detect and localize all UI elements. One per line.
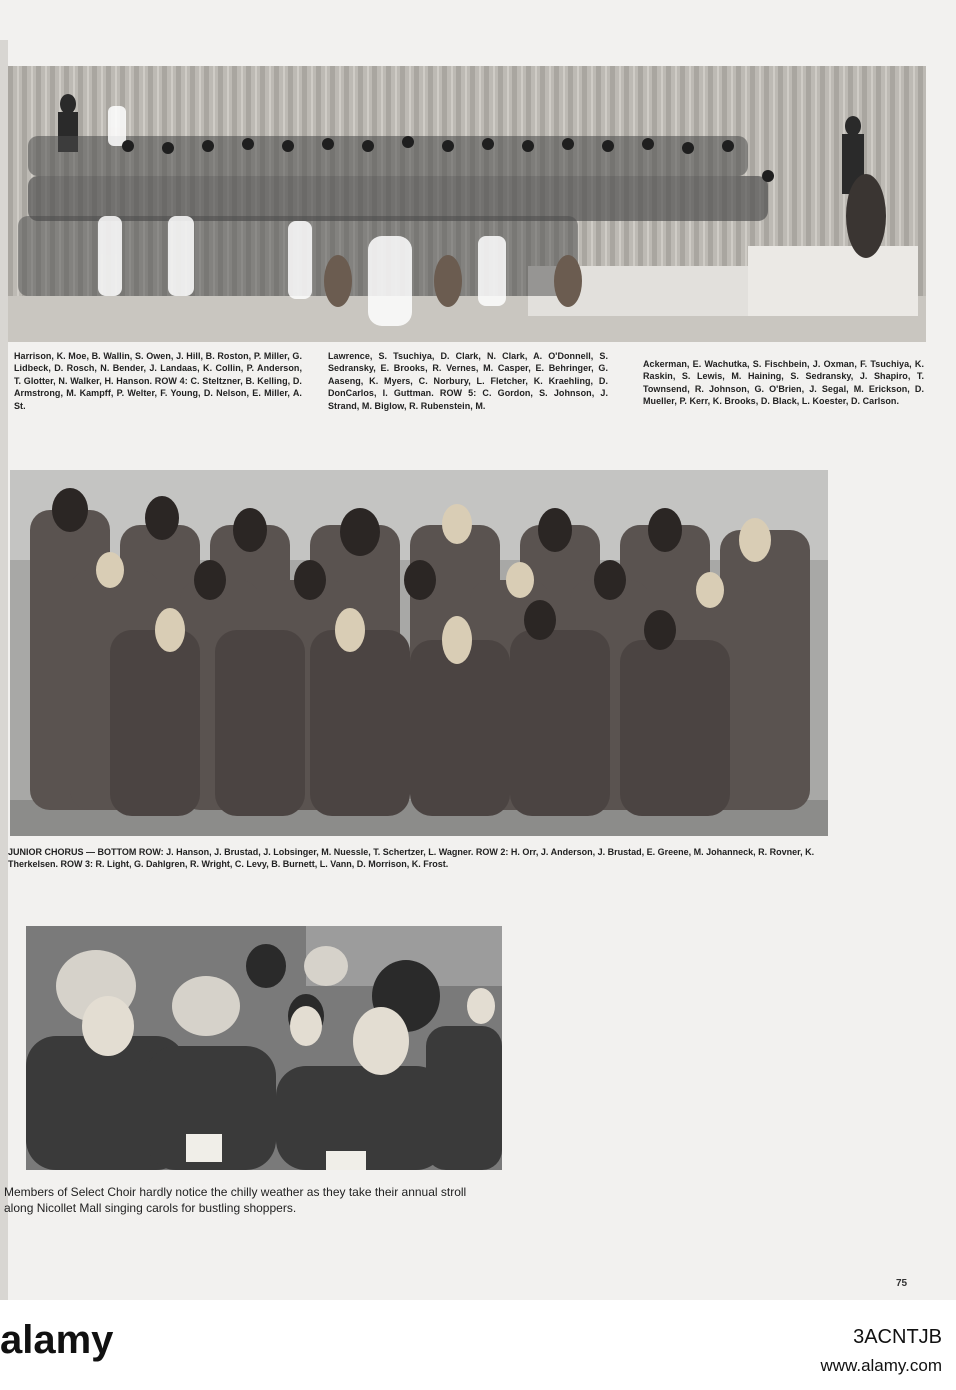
watermark-logo: alamy <box>0 1318 114 1362</box>
page-number: 75 <box>896 1278 908 1289</box>
junior-chorus-caption: JUNIOR CHORUS — BOTTOM ROW: J. Hanson, J. Brustad, J. Lobsinger, M. Nuessle, T. Schertzer, L. Wagner. ROW 2: H. Orr, J. Anderson, J. Brustad, E. Greene, M. Johanneck, R. Rovner, K. Therkelsen. ROW 3: R. Light, G. Dahlgren, R. Wright, C. Levy, B. Burnett, L. Vann, D. Morrison, K. Frost. <box>8 847 815 870</box>
select-choir-caption: Members of Select Choir hardly notice the chilly weather as they take their annual stroll along Nicollet Mall singing carols for bustling shoppers. <box>4 1185 467 1215</box>
orchestra-photo <box>8 66 926 342</box>
orchestra-caption-column-1: Harrison, K. Moe, B. Wallin, S. Owen, J. Hill, B. Roston, P. Miller, G. Lidbeck, D. Rosch, N. Bender, J. Landaas, K. Collin, P. Anderson, T. Glotter, N. Walker, H. Hanson. ROW 4: C. Steltzner, B. Kelling, D. Armstrong, M. Kampff, P. Welter, F. Young, D. Nelson, E. Miller, A. St. <box>14 351 302 411</box>
select-choir-caroling-photo <box>26 926 502 1170</box>
page-binding-edge <box>0 40 8 1300</box>
junior-chorus-photo <box>10 470 828 836</box>
orchestra-caption-column-3: Ackerman, E. Wachutka, S. Fischbein, J. Oxman, F. Tsuchiya, K. Raskin, S. Lewis, M. Haining, S. Sedransky, J. Shapiro, T. Townsend, R. Johnson, G. O'Brien, J. Segal, M. Erickson, D. Mueller, P. Kerr, K. Brooks, D. Black, L. Koester, D. Carlson. <box>643 359 924 407</box>
watermark-image-id: 3ACNTJB <box>853 1326 942 1348</box>
orchestra-caption-column-2: Lawrence, S. Tsuchiya, D. Clark, N. Clark, A. O'Donnell, S. Sedransky, E. Brooks, R. Vernes, M. Casper, E. Behringer, G. Aaseng, K. Myers, C. Norbury, L. Fletcher, K. Kraehling, D. DonCarlos, I. Guttman. ROW 5: C. Gordon, S. Johnson, J. Strand, M. Biglow, R. Rubenstein, M. <box>328 351 608 411</box>
watermark-strip <box>0 1300 956 1390</box>
watermark-url: www.alamy.com <box>820 1356 942 1375</box>
